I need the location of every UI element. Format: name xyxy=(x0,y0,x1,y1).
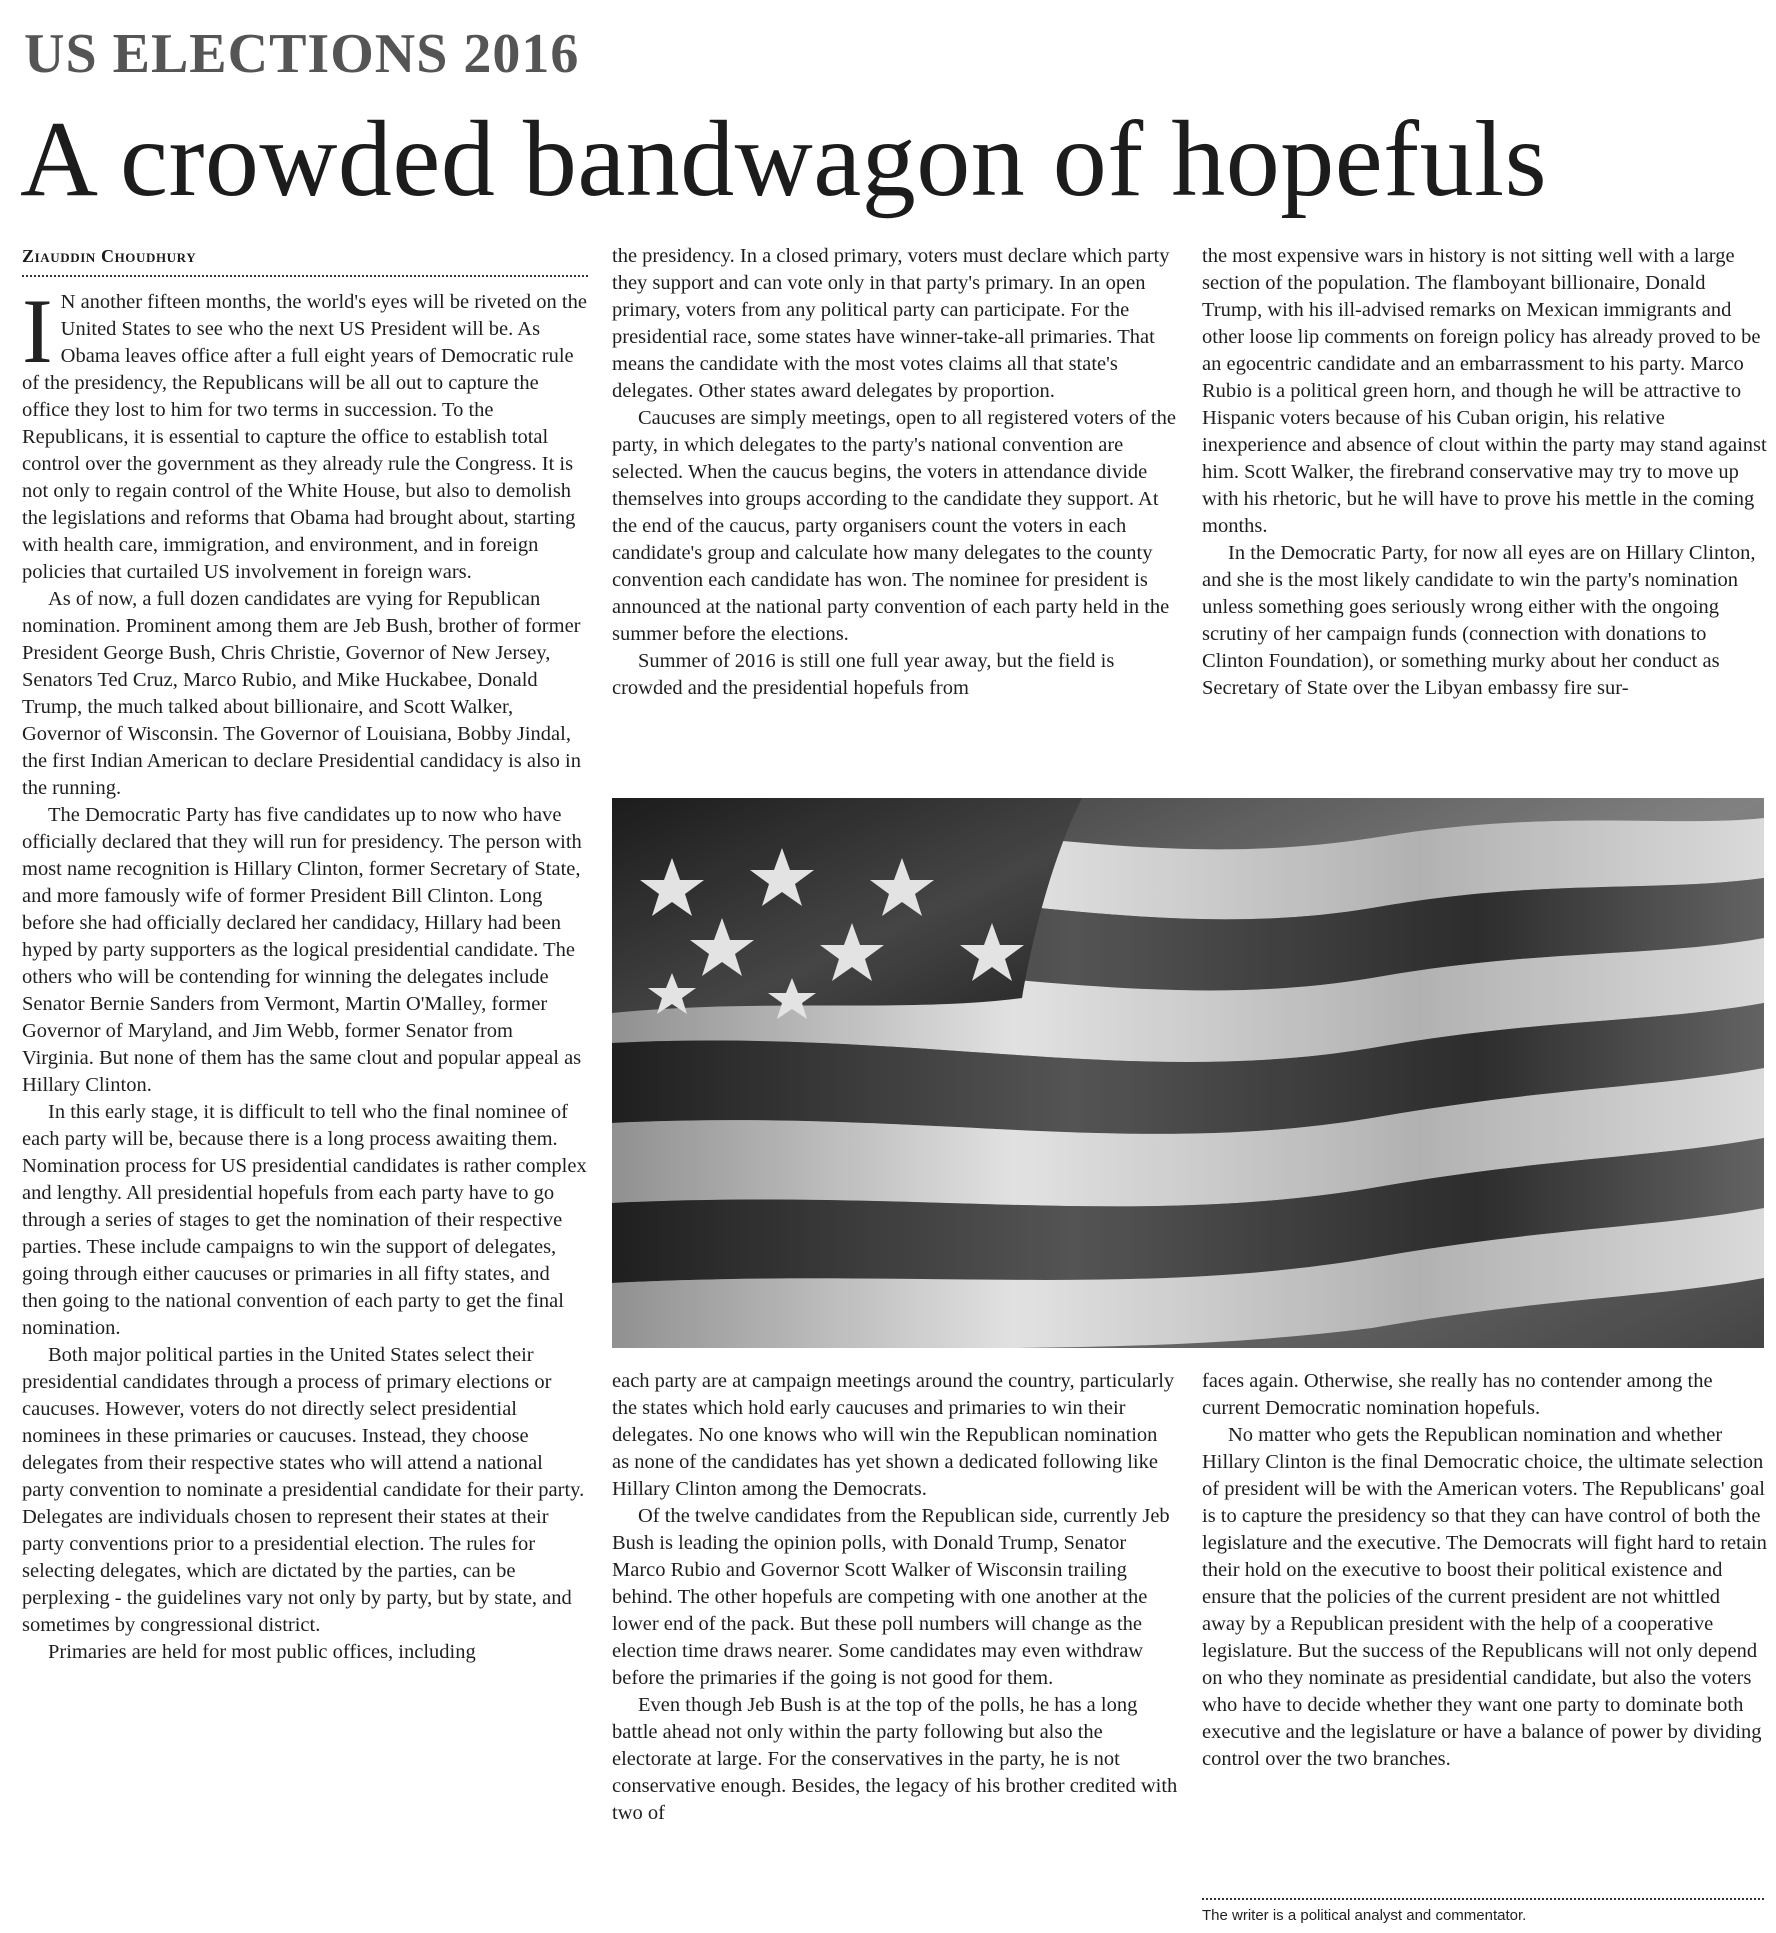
drop-cap: I xyxy=(22,280,53,382)
paragraph: In the Democratic Party, for now all eyes are on Hillary Clinton, and she is the most likely candidate to win the party's nomination unless something goes seriously wrong either with the ongoing scrutiny of her campaign funds (connection with donations to Clinton Foundation), or something murky about her conduct as Secretary of State over the Libyan embassy fire sur- xyxy=(1202,542,1756,699)
paragraph: In this early stage, it is difficult to tell who the final nominee of each party will be, because there is a long process awaiting them. Nomination process for US presidential candidates is rather complex and lengthy. All presidential hopefuls from each party have to go through a series of stages to get the nomination of their respective parties. These include campaigns to win the support of delegates, going through either caucuses or primaries in all fifty states, and then going to the national convention of each party to get the final nomination. xyxy=(22,1101,587,1339)
byline: Ziauddin Choudhury xyxy=(22,246,197,266)
column-2-bottom xyxy=(612,1368,1178,1827)
paragraph: Caucuses are simply meetings, open to all registered voters of the party, in which delegates to the party's national convention are selected. When the caucus begins, the voters in attendance divide themselves into groups according to the candidate they support. At the end of the caucus, party organisers count the voters in each candidate's group and calculate how many delegates to the county convention each candidate has won. The nominee for president is announced at the national party convention of each party held in the summer before the elections. xyxy=(612,407,1176,645)
headline: A crowded bandwagon of hopefuls xyxy=(20,100,1548,219)
column-3-bottom xyxy=(1202,1368,1768,1773)
byline-divider xyxy=(22,269,588,277)
paragraph: No matter who gets the Republican nomination and whether Hillary Clinton is the final Democratic choice, the ultimate selection of president will be with the American voters. The Republicans' goal is to capture the presidency so that they can have control of both the legislature and the executive. The Democrats will fight hard to retain their hold on the executive to boost their political existence and ensure that the policies of the current president are not whittled away by a Republican president with the help of a cooperative legislature. But the success of the Republicans will not only depend on who they nominate as presidential candidate, but also the voters who have to decide whether they want one party to dominate both executive and the legislature or have a balance of power by dividing control over the two branches. xyxy=(1202,1424,1767,1770)
lead-text: N another fifteen months, the world's eyes will be riveted on the United States to see who the next US President will be. As Obama leaves office after a full eight years of Democratic rule of the presidency, the Republicans will be all out to capture the office they lost to him for two terms in succession. To the Republicans, it is essential to capture the office to establish total control over the government as they already rule the Congress. It is not only to regain control of the White House, but also to demolish the legislations and reforms that Obama had brought about, starting with health care, immigration, and environment, and in foreign policies that curtailed US involvement in foreign wars. xyxy=(22,291,587,583)
paragraph: Of the twelve candidates from the Republican side, currently Jeb Bush is leading the opinion polls, with Donald Trump, Senator Marco Rubio and Governor Scott Walker of Wisconsin trailing behind. The other hopefuls are competing with one another at the lower end of the pack. But these poll numbers will change as the election time draws nearer. Some candidates may even withdraw before the primaries if the going is not good for them. xyxy=(612,1505,1170,1689)
paragraph: Both major political parties in the United States select their presidential candidates through a process of primary elections or caucuses. However, voters do not directly select presidential nominees in these primaries or caucuses. Instead, they choose delegates from their respective states who will attend a national party convention to nominate a presidential candidate for their party. Delegates are individuals chosen to represent their states at their party conventions prior to a presidential election. The rules for selecting delegates, which are dictated by the parties, can be perplexing - the guidelines vary not only by party, but by state, and sometimes by congressional district. xyxy=(22,1344,585,1636)
lead-paragraph xyxy=(22,280,588,586)
paragraph: As of now, a full dozen candidates are vying for Republican nomination. Prominent among them are Jeb Bush, brother of former President George Bush, Chris Christie, Governor of New Jersey, Senators Ted Cruz, Marco Rubio, and Mike Huckabee, Donald Trump, the much talked about billionaire, and Scott Walker, Governor of Wisconsin. The Governor of Louisiana, Bobby Jindal, the first Indian American to declare Presidential candidacy is also in the running. xyxy=(22,588,582,799)
column-1 xyxy=(22,243,588,1666)
paragraph: faces again. Otherwise, she really has no contender among the current Democratic nomination hopefuls. xyxy=(1202,1370,1713,1419)
author-note: The writer is a political analyst and commentator. xyxy=(1202,1907,1527,1924)
column-3-top xyxy=(1202,243,1768,702)
flag-illustration xyxy=(612,798,1764,1348)
paragraph: The Democratic Party has five candidates up to now who have officially declared that they will run for presidency. The person with most name recognition is Hillary Clinton, former Secretary of State, and more famously wife of former President Bill Clinton. Long before she had officially declared her candidacy, Hillary had been hyped by party supporters as the logical presidential candidate. The others who will be contending for winning the delegates include Senator Bernie Sanders from Vermont, Martin O'Malley, former Governor of Maryland, and Jim Webb, former Senator from Virginia. But none of them has the same clout and popular appeal as Hillary Clinton. xyxy=(22,804,582,1096)
us-flag-photo xyxy=(612,798,1764,1348)
paragraph: Even though Jeb Bush is at the top of the polls, he has a long battle ahead not only within the party following but also the electorate at large. For the conservatives in the party, he is not conservative enough. Besides, the legacy of his brother credited with two of xyxy=(612,1694,1178,1824)
paragraph: Primaries are held for most public offices, including xyxy=(48,1641,476,1663)
section-kicker: US ELECTIONS 2016 xyxy=(24,23,580,85)
footer-divider xyxy=(1202,1898,1764,1900)
paragraph: the most expensive wars in history is not sitting well with a large section of the population. The flamboyant billionaire, Donald Trump, with his ill-advised remarks on Mexican immigrants and other loose lip comments on foreign policy has already proved to be an egocentric candidate and an embarrassment to his party. Marco Rubio is a political green horn, and though he will be attractive to Hispanic voters because of his Cuban origin, his relative inexperience and absence of clout within the party may stand against him. Scott Walker, the firebrand conservative may try to move up with his rhetoric, but he will have to prove his mettle in the coming months. xyxy=(1202,245,1767,537)
paragraph: Summer of 2016 is still one full year away, but the field is crowded and the presidential hopefuls from xyxy=(612,650,1115,699)
paragraph: each party are at campaign meetings around the country, particularly the states which hold early caucuses and primaries to win their delegates. No one knows who will win the Republican nomination as none of the candidates has yet shown a dedicated following like Hillary Clinton among the Democrats. xyxy=(612,1370,1175,1500)
paragraph: the presidency. In a closed primary, voters must declare which party they support and can vote only in that party's primary. In an open primary, voters from any political party can participate. For the presidential race, some states have winner-take-all primaries. That means the candidate with the most votes claims all that state's delegates. Other states award delegates by proportion. xyxy=(612,245,1170,402)
column-2-top xyxy=(612,243,1178,702)
